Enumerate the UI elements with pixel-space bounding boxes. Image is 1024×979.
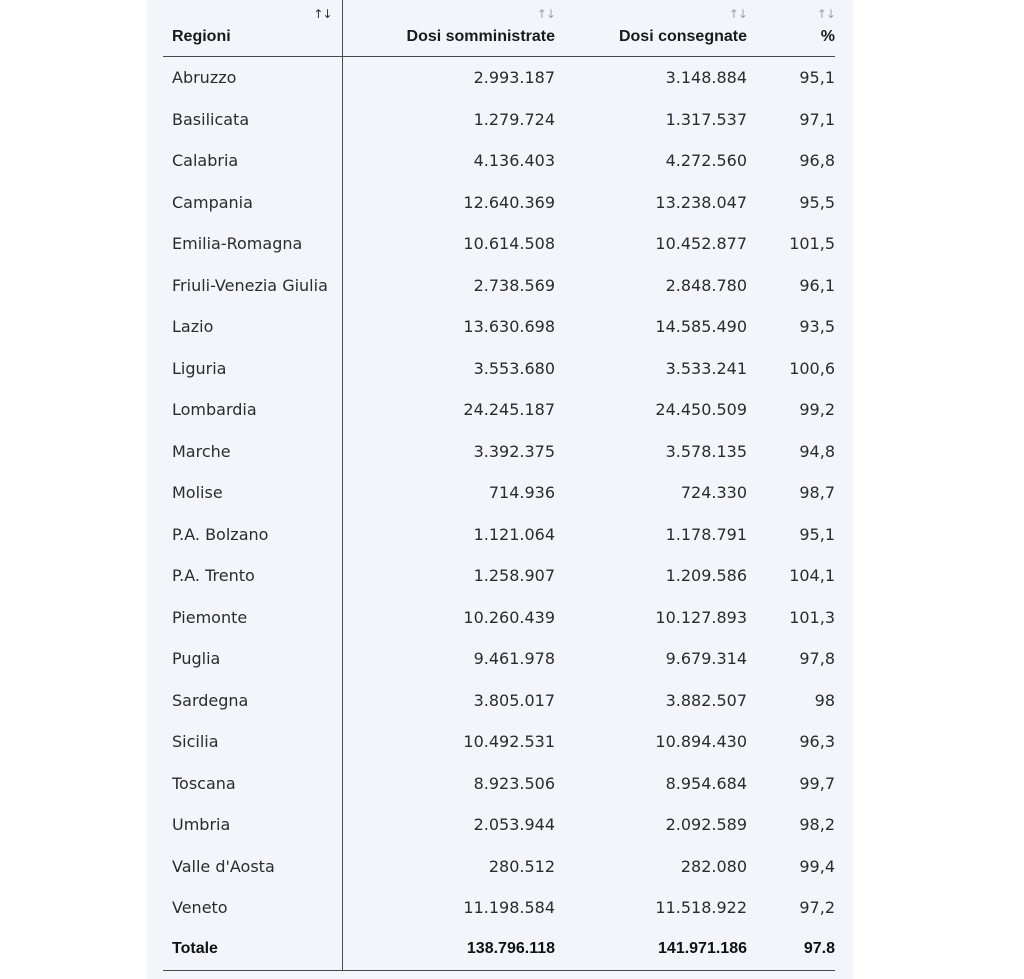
- region-cell: Abruzzo: [163, 57, 342, 99]
- percent-cell: 96,8: [799, 151, 835, 171]
- region-cell: Piemonte: [163, 597, 342, 639]
- table-row: [163, 597, 835, 639]
- delivered-cell: 3.148.884: [665, 68, 747, 88]
- vaccine-doses-table: [163, 0, 835, 971]
- delivered-cell: 2.092.589: [665, 815, 747, 835]
- delivered-cell: 10.894.430: [655, 732, 747, 752]
- administered-cell: 3.805.017: [473, 690, 555, 710]
- percent-cell: 101,3: [789, 607, 835, 627]
- region-cell: Toscana: [163, 763, 342, 805]
- region-cell: Sicilia: [163, 721, 342, 763]
- percent-cell: 99,4: [799, 856, 835, 876]
- total-row: [163, 929, 835, 971]
- delivered-cell: 14.585.490: [655, 317, 747, 337]
- administered-cell: 2.738.569: [473, 275, 555, 295]
- delivered-cell: 282.080: [680, 856, 747, 876]
- table-row: [163, 555, 835, 597]
- administered-cell: 1.121.064: [473, 524, 555, 544]
- table-row: [163, 182, 835, 224]
- administered-cell: 8.923.506: [473, 773, 555, 793]
- region-cell: Basilicata: [163, 99, 342, 141]
- delivered-cell: 8.954.684: [665, 773, 747, 793]
- delivered-cell: 3.578.135: [665, 441, 747, 461]
- table-footer: [163, 929, 835, 971]
- table-row: [163, 804, 835, 846]
- delivered-cell: 24.450.509: [655, 400, 747, 420]
- header-row: [163, 0, 835, 57]
- column-label-regioni: Regioni: [172, 28, 231, 45]
- table-row: [163, 472, 835, 514]
- percent-cell: 97,2: [799, 898, 835, 918]
- column-header-regioni[interactable]: [163, 0, 342, 57]
- region-cell: P.A. Trento: [163, 555, 342, 597]
- region-cell: Marche: [163, 431, 342, 473]
- region-cell: P.A. Bolzano: [163, 514, 342, 556]
- region-cell: Sardegna: [163, 680, 342, 722]
- percent-cell: 95,1: [799, 68, 835, 88]
- delivered-cell: 1.178.791: [665, 524, 747, 544]
- sort-arrows-icon[interactable]: ↑↓: [728, 7, 747, 21]
- delivered-cell: 2.848.780: [665, 275, 747, 295]
- administered-cell: 11.198.584: [463, 898, 555, 918]
- total-percent: 97.8: [747, 929, 835, 971]
- administered-cell: 3.553.680: [473, 358, 555, 378]
- table-row: [163, 306, 835, 348]
- delivered-cell: 724.330: [680, 483, 747, 503]
- table-body: [163, 57, 835, 929]
- table-row: [163, 721, 835, 763]
- column-label-dosi-somministrate: Dosi somministrate: [406, 28, 555, 45]
- delivered-cell: 11.518.922: [655, 898, 747, 918]
- total-label: Totale: [163, 929, 342, 971]
- region-cell: Molise: [163, 472, 342, 514]
- administered-cell: 10.614.508: [463, 234, 555, 254]
- percent-cell: 95,1: [799, 524, 835, 544]
- table-header: [163, 0, 835, 57]
- table-row: [163, 57, 835, 99]
- region-cell: Lazio: [163, 306, 342, 348]
- region-cell: Veneto: [163, 887, 342, 929]
- administered-cell: 1.279.724: [473, 109, 555, 129]
- table-row: [163, 763, 835, 805]
- delivered-cell: 1.317.537: [665, 109, 747, 129]
- column-label-dosi-consegnate: Dosi consegnate: [618, 28, 747, 45]
- sort-arrows-icon[interactable]: ↑↓: [536, 7, 555, 21]
- table-row: [163, 223, 835, 265]
- column-header-dosi-somministrate[interactable]: [342, 0, 555, 57]
- table-row: [163, 348, 835, 390]
- region-cell: Campania: [163, 182, 342, 224]
- delivered-cell: 13.238.047: [655, 192, 747, 212]
- delivered-cell: 10.127.893: [655, 607, 747, 627]
- percent-cell: 97,1: [799, 109, 835, 129]
- administered-cell: 4.136.403: [473, 151, 555, 171]
- table-panel: [147, 0, 853, 979]
- percent-cell: 98,2: [799, 815, 835, 835]
- administered-cell: 10.260.439: [463, 607, 555, 627]
- sort-arrows-icon[interactable]: ↑↓: [816, 7, 835, 21]
- administered-cell: 3.392.375: [473, 441, 555, 461]
- delivered-cell: 3.882.507: [665, 690, 747, 710]
- percent-cell: 99,7: [799, 773, 835, 793]
- administered-cell: 13.630.698: [463, 317, 555, 337]
- administered-cell: 280.512: [488, 856, 555, 876]
- table-row: [163, 846, 835, 888]
- percent-cell: 96,3: [799, 732, 835, 752]
- administered-cell: 714.936: [488, 483, 555, 503]
- column-label-percent: %: [820, 28, 835, 45]
- percent-cell: 97,8: [799, 649, 835, 669]
- table-row: [163, 389, 835, 431]
- column-header-percent[interactable]: [747, 0, 835, 57]
- percent-cell: 98: [814, 690, 835, 710]
- region-cell: Liguria: [163, 348, 342, 390]
- total-delivered: 141.971.186: [555, 929, 747, 971]
- table-row: [163, 99, 835, 141]
- region-cell: Umbria: [163, 804, 342, 846]
- percent-cell: 98,7: [799, 483, 835, 503]
- percent-cell: 99,2: [799, 400, 835, 420]
- delivered-cell: 9.679.314: [665, 649, 747, 669]
- administered-cell: 2.053.944: [473, 815, 555, 835]
- column-header-dosi-consegnate[interactable]: [555, 0, 747, 57]
- table-row: [163, 887, 835, 929]
- delivered-cell: 10.452.877: [655, 234, 747, 254]
- delivered-cell: 1.209.586: [665, 566, 747, 586]
- region-cell: Lombardia: [163, 389, 342, 431]
- region-cell: Friuli-Venezia Giulia: [163, 265, 342, 307]
- administered-cell: 9.461.978: [473, 649, 555, 669]
- administered-cell: 12.640.369: [463, 192, 555, 212]
- region-cell: Valle d'Aosta: [163, 846, 342, 888]
- sort-arrows-icon[interactable]: ↑↓: [313, 7, 332, 21]
- table-row: [163, 265, 835, 307]
- percent-cell: 96,1: [799, 275, 835, 295]
- percent-cell: 94,8: [799, 441, 835, 461]
- percent-cell: 100,6: [789, 358, 835, 378]
- table-row: [163, 431, 835, 473]
- administered-cell: 2.993.187: [473, 68, 555, 88]
- percent-cell: 95,5: [799, 192, 835, 212]
- region-cell: Emilia-Romagna: [163, 223, 342, 265]
- table-row: [163, 140, 835, 182]
- percent-cell: 101,5: [789, 234, 835, 254]
- administered-cell: 24.245.187: [463, 400, 555, 420]
- table-row: [163, 638, 835, 680]
- delivered-cell: 3.533.241: [665, 358, 747, 378]
- administered-cell: 1.258.907: [473, 566, 555, 586]
- delivered-cell: 4.272.560: [665, 151, 747, 171]
- region-cell: Calabria: [163, 140, 342, 182]
- table-row: [163, 514, 835, 556]
- percent-cell: 104,1: [789, 566, 835, 586]
- percent-cell: 93,5: [799, 317, 835, 337]
- total-administered: 138.796.118: [342, 929, 555, 971]
- table-row: [163, 680, 835, 722]
- administered-cell: 10.492.531: [463, 732, 555, 752]
- region-cell: Puglia: [163, 638, 342, 680]
